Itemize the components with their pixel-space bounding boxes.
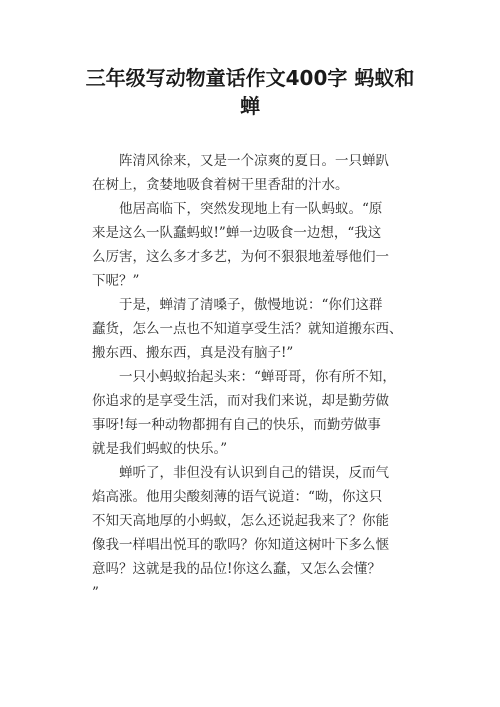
- text-line: 就是我们蚂蚁的快乐。”: [92, 441, 228, 457]
- text-line: 来是这么一队蠢蚂蚁!”蝉一边吸食一边想，“我这: [92, 225, 382, 241]
- title-line: 蝉: [240, 94, 260, 118]
- text-line: 他居高临下，突然发现地上有一队蚂蚁。“原: [119, 201, 383, 217]
- text-line: 在树上，贪婪地吸食着树干里香甜的汁水。: [92, 177, 349, 193]
- text-line: 于是，蝉清了清嗓子，傲慢地说：“你们这群: [119, 297, 383, 313]
- text-line: 么厉害，这么多才多艺，为何不狠狠地羞辱他们一: [92, 249, 389, 265]
- text-line: 一只小蚂蚁抬起头来：“蝉哥哥，你有所不知，: [119, 369, 396, 385]
- text-line: 不知天高地厚的小蚂蚁，怎么还说起我来了？你能: [92, 513, 389, 529]
- text-line: 焰高涨。他用尖酸刻薄的语气说道：“呦，你这只: [92, 489, 383, 505]
- paragraph: [92, 197, 432, 293]
- text-line: 像我一样唱出悦耳的歌吗？你知道这树叶下多么惬: [92, 537, 389, 553]
- text-line: 蠢货，怎么一点也不知道享受生活？就知道搬东西、: [92, 321, 403, 337]
- text-line: 蝉听了，非但没有认识到自己的错误，反而气: [119, 465, 389, 481]
- text-line: 搬东西、搬东西，真是没有脑子!”: [92, 345, 294, 361]
- text-line: 事呀!每一种动物都拥有自己的快乐，而勤劳做事: [92, 417, 381, 433]
- paragraph: [92, 149, 432, 197]
- text-line: ”: [92, 585, 99, 601]
- paragraph: [92, 293, 432, 365]
- paragraph: [92, 365, 432, 461]
- title-line: 三年级写动物童话作文400字 蚂蚁和: [85, 66, 415, 90]
- paragraph: [92, 461, 432, 605]
- page-title: [70, 64, 430, 120]
- text-line: 下呢？”: [92, 273, 140, 289]
- article-body: [92, 149, 432, 605]
- text-line: 意吗？这就是我的品位!你这么蠢，又怎么会懂？: [92, 561, 381, 577]
- text-line: 你追求的是享受生活，而对我们来说，却是勤劳做: [92, 393, 389, 409]
- text-line: 阵清风徐来，又是一个凉爽的夏日。一只蝉趴: [119, 153, 389, 169]
